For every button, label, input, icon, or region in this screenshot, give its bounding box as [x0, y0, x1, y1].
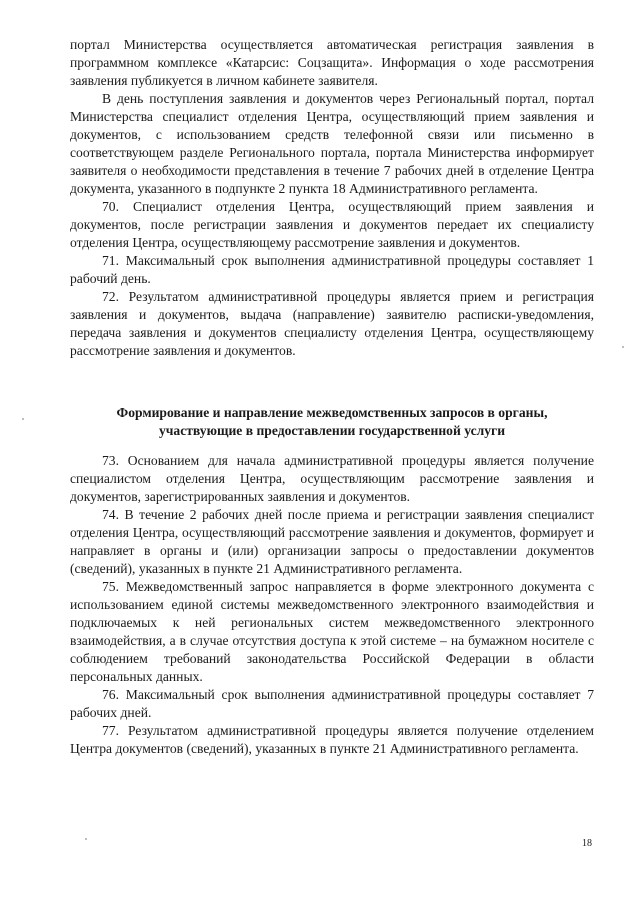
- scan-speck: [622, 346, 624, 348]
- paragraph-74: 74. В течение 2 рабочих дней после приема и регистрации заявления специалист отделения Центра, осуществляющий рассмотрение заявления и документов, формирует и направляет в органы и (или) организации запросы о предоставлении документов (сведений), указанных в пункте 21 Административного регламента.: [70, 507, 594, 576]
- scan-speck: [85, 838, 87, 840]
- section-heading-line-2: участвующие в предоставлении государственной услуги: [158, 423, 506, 438]
- page-number: 18: [582, 838, 592, 849]
- lower-text-block: [70, 452, 594, 758]
- paragraph-70: 70. Специалист отделения Центра, осуществляющий прием заявления и документов, после регистрации заявления и документов передает их специалисту отделения Центра, осуществляющему рассмотрение заявления и документов.: [70, 199, 594, 250]
- paragraph-76: 76. Максимальный срок выполнения административной процедуры составляет 7 рабочих дней.: [70, 687, 594, 720]
- paragraph-73: 73. Основанием для начала административной процедуры является получение специалистом отделения Центра, осуществляющим рассмотрение заявления и документов, зарегистрированных заявления и документов.: [70, 453, 594, 504]
- paragraph-72: 72. Результатом административной процедуры является прием и регистрация заявления и документов, выдача (направление) заявителю расписки-уведомления, передача заявления и документов специалисту отделения Центра, осуществляющему рассмотрение заявления и документов.: [70, 289, 594, 358]
- paragraph-71: 71. Максимальный срок выполнения административной процедуры составляет 1 рабочий день.: [70, 253, 594, 286]
- paragraph-regional-portal: В день поступления заявления и документов через Региональный портал, портал Министерства специалист отделения Центра, осуществляющий прием заявления и документов, с использованием средств телефонной связи или письменно в соответствующем разделе Регионального портала, портала Министерства информирует заявителя о необходимости представления в течение 7 рабочих дней в отделение Центра документа, указанного в подпункте 2 пункта 18 Административного регламента.: [70, 91, 594, 196]
- top-text-block: [70, 36, 594, 360]
- paragraph-77: 77. Результатом административной процедуры является получение отделением Центра документов (сведений), указанных в пункте 21 Административного регламента.: [70, 723, 594, 756]
- paragraph-continuation: портал Министерства осуществляется автоматическая регистрация заявления в программном комплексе «Катарсис: Соцзащита». Информация о ходе рассмотрения заявления публикуется в личном кабинете заявителя.: [70, 37, 594, 88]
- section-heading: [70, 404, 594, 440]
- paragraph-75: 75. Межведомственный запрос направляется в форме электронного документа с использованием единой системы межведомственного электронного взаимодействия и подключаемых к ней региональных систем межведомственного электронного взаимодействия, а в случае отсутствия доступа к этой системе – на бумажном носителе с соблюдением требований законодательства Российской Федерации в области персональных данных.: [70, 579, 594, 684]
- scan-speck: [22, 418, 24, 420]
- section-heading-line-1: Формирование и направление межведомственных запросов в органы,: [116, 405, 548, 420]
